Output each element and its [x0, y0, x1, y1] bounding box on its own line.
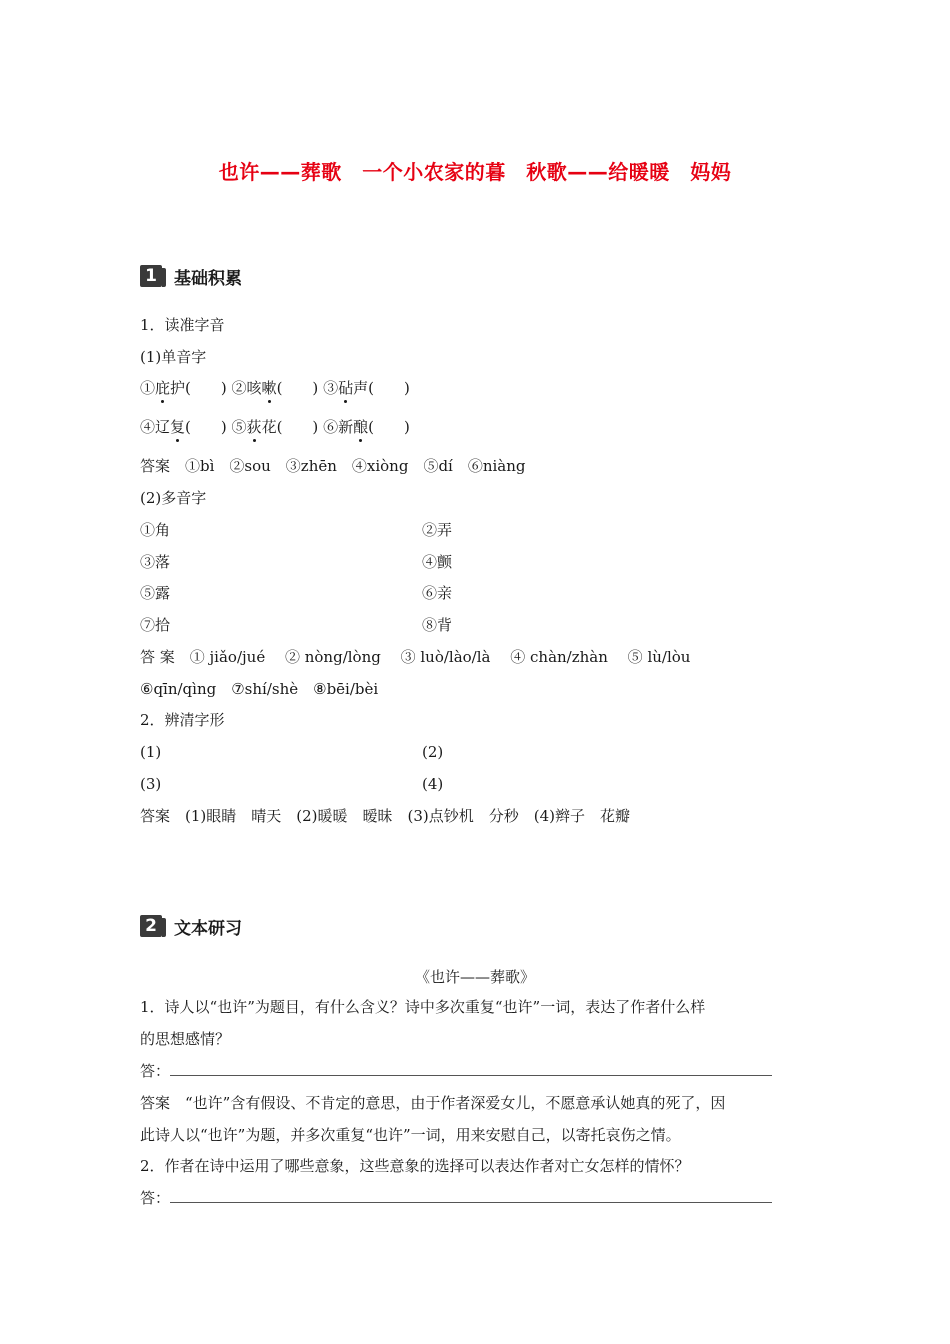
s2-q1-line-2: 的思想感情？ — [140, 1030, 231, 1048]
multi-answer-line-2: ⑥qīn/qìng ⑦shí/shè ⑧bēi/bèi — [140, 680, 379, 698]
poem-subtitle: 《也许——葬歌》 — [414, 968, 535, 986]
multi-item: ⑥亲 — [422, 584, 453, 602]
item-text: ( ) — [185, 418, 227, 436]
dotted-char: 嗽 — [261, 379, 277, 397]
dotted-char: 庇 — [155, 379, 171, 397]
item-text: ① — [140, 379, 156, 397]
multi-item: ①角 — [140, 521, 171, 539]
q1-sub1: (1)单音字 — [140, 348, 207, 366]
q2-answer: 答案 (1)眼睛 晴天 (2)暖暖 暧昧 (3)点钞机 分秒 (4)辫子 花瓣 — [140, 807, 630, 825]
dotted-char: 酿 — [353, 418, 369, 436]
answer-line-2 — [140, 1188, 772, 1208]
answer-prompt: 答： — [140, 1189, 171, 1207]
multi-item: ⑦拾 — [140, 616, 171, 634]
multi-item: ⑤露 — [140, 584, 171, 602]
q2-item: (4) — [422, 775, 444, 793]
answer-blank[interactable] — [170, 1061, 772, 1076]
multi-item: ④颤 — [422, 553, 453, 571]
item-text: ④辽 — [140, 418, 171, 436]
single-answer: 答案 ①bì ②sou ③zhēn ④xiòng ⑤dí ⑥niàng — [140, 457, 526, 475]
q2-item: (2) — [422, 743, 444, 761]
dotted-char: 砧 — [338, 379, 354, 397]
section-2-badge: 2 — [140, 915, 162, 937]
multi-item: ③落 — [140, 553, 171, 571]
item-text: ③ — [323, 379, 339, 397]
s2-q1-answer-line-2: 此诗人以“也许”为题，并多次重复“也许”一词，用来安慰自己，以寄托哀伤之情。 — [140, 1126, 681, 1144]
item-text: ( ) — [368, 418, 410, 436]
answer-blank[interactable] — [170, 1188, 772, 1203]
single-row-1 — [140, 378, 410, 398]
item-text: 护( ) — [170, 379, 227, 397]
q2-item: (3) — [140, 775, 162, 793]
multi-item: ⑧背 — [422, 616, 453, 634]
section-2-title: 文本研习 — [174, 918, 242, 939]
s2-q1-answer-line-1: 答案 “也许”含有假设、不肯定的意思，由于作者深爱女儿，不愿意承认她真的死了，因 — [140, 1094, 726, 1112]
item-text: 声( ) — [353, 379, 410, 397]
item-text: ( ) — [276, 379, 319, 397]
s2-q1-line-1: 1．诗人以“也许”为题目，有什么含义？诗中多次重复“也许”一词，表达了作者什么样 — [140, 998, 706, 1016]
dotted-char: 荻 — [246, 418, 262, 436]
section-1-badge: 1 — [140, 265, 162, 287]
answer-prompt: 答： — [140, 1062, 171, 1080]
q1-title: 1．读准字音 — [140, 316, 225, 334]
page-title: 也许——葬歌 一个小农家的暮 秋歌——给暖暖 妈妈 — [218, 160, 732, 184]
single-row-2 — [140, 417, 410, 437]
item-text: ②咳 — [231, 379, 262, 397]
section-1-title: 基础积累 — [174, 268, 242, 289]
answer-line-1 — [140, 1061, 772, 1081]
s2-q2-line-1: 2．作者在诗中运用了哪些意象，这些意象的选择可以表达作者对亡女怎样的情怀？ — [140, 1157, 690, 1175]
dotted-char: 复 — [170, 418, 186, 436]
section-1-header — [140, 264, 242, 288]
q1-sub2: (2)多音字 — [140, 489, 207, 507]
q2-item: (1) — [140, 743, 162, 761]
multi-answer-line-1: 答 案 ① jiǎo/jué ② nòng/lòng ③ luò/lào/là ④ chàn/zhàn ⑤ lù/lòu — [140, 648, 691, 666]
item-text: 花( ) — [261, 418, 319, 436]
multi-item: ②弄 — [422, 521, 453, 539]
section-2-header — [140, 914, 242, 938]
q2-title: 2．辨清字形 — [140, 711, 225, 729]
item-text: ⑥新 — [323, 418, 354, 436]
item-text: ⑤ — [231, 418, 247, 436]
